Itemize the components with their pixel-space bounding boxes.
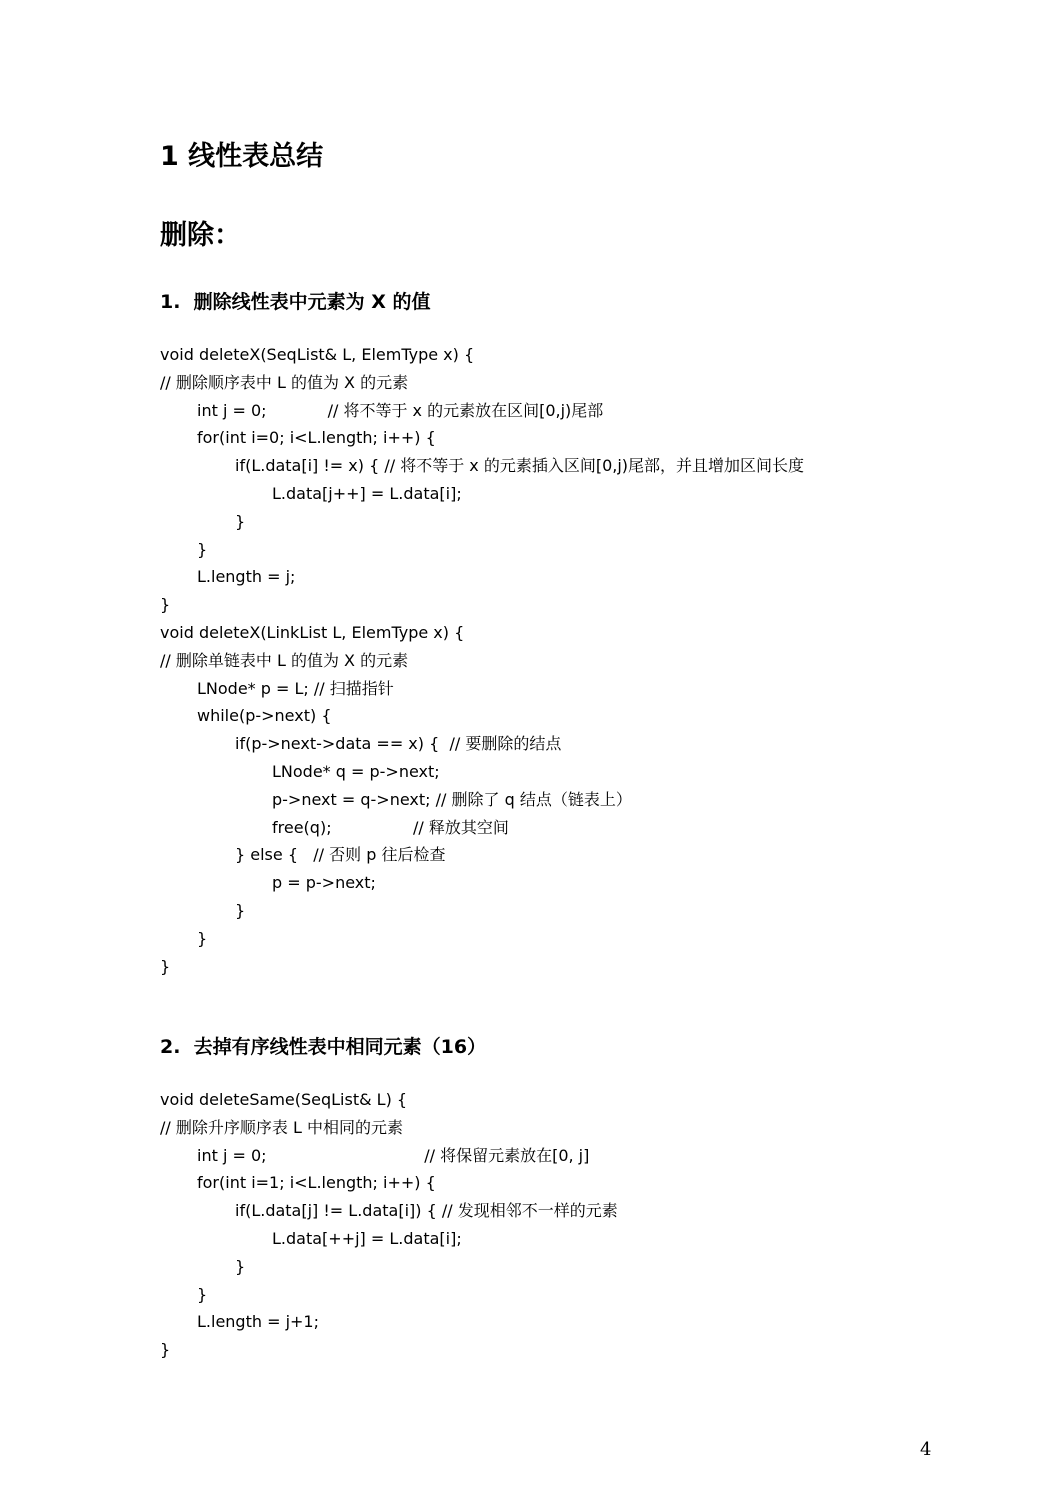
code-line: if(p->next->data == x) { // 要删除的结点 [235, 734, 562, 754]
code-line: L.data[++j] = L.data[i]; [272, 1228, 462, 1248]
code-line: } [235, 900, 246, 920]
code-line: // 删除单链表中 L 的值为 X 的元素 [160, 650, 409, 670]
code-block-2 [160, 1086, 618, 1364]
section-1-title: 1. 删除线性表中元素为 X 的值 [160, 291, 431, 313]
code-line: } [197, 539, 208, 559]
code-line: } [160, 956, 171, 976]
code-line: } else { // 否则 p 往后检查 [235, 845, 446, 865]
code-line: L.length = j+1; [197, 1312, 319, 1332]
code-line: p->next = q->next; // 删除了 q 结点（链表上） [272, 789, 632, 809]
code-line: L.data[j++] = L.data[i]; [272, 483, 462, 503]
code-line: while(p->next) { [197, 706, 332, 726]
code-line: L.length = j; [197, 567, 296, 587]
page-number: 4 [920, 1439, 932, 1460]
code-line: free(q); // 释放其空间 [272, 817, 509, 837]
code-block-1 [160, 341, 804, 980]
code-line: if(L.data[j] != L.data[i]) { // 发现相邻不一样的元素 [235, 1201, 618, 1221]
code-line: int j = 0; // 将保留元素放在[0, j] [197, 1145, 590, 1165]
code-line: LNode* p = L; // 扫描指针 [197, 678, 394, 698]
code-line: void deleteSame(SeqList& L) { [160, 1090, 408, 1109]
code-line: for(int i=0; i<L.length; i++) { [197, 428, 436, 448]
code-line: p = p->next; [272, 873, 376, 893]
code-line: void deleteX(SeqList& L, ElemType x) { [160, 345, 475, 364]
code-line: } [197, 1284, 208, 1304]
code-line: // 删除顺序表中 L 的值为 X 的元素 [160, 372, 409, 392]
section-subheading: 删除： [160, 220, 241, 251]
page-title: 1 线性表总结 [160, 141, 324, 172]
code-line: } [197, 928, 208, 948]
code-line: } [160, 1340, 171, 1360]
code-line: LNode* q = p->next; [272, 761, 440, 781]
code-line: } [235, 511, 246, 531]
code-line: } [160, 595, 171, 615]
code-line: if(L.data[i] != x) { // 将不等于 x 的元素插入区间[0,j)尾部，并且增加区间长度 [235, 456, 805, 476]
section-2-title: 2. 去掉有序线性表中相同元素（16） [160, 1036, 487, 1058]
code-line: for(int i=1; i<L.length; i++) { [197, 1173, 436, 1193]
code-line: int j = 0; // 将不等于 x 的元素放在区间[0,j)尾部 [197, 400, 604, 420]
code-line: } [235, 1256, 246, 1276]
code-line: void deleteX(LinkList L, ElemType x) { [160, 622, 465, 642]
code-line: // 删除升序顺序表 L 中相同的元素 [160, 1117, 403, 1137]
